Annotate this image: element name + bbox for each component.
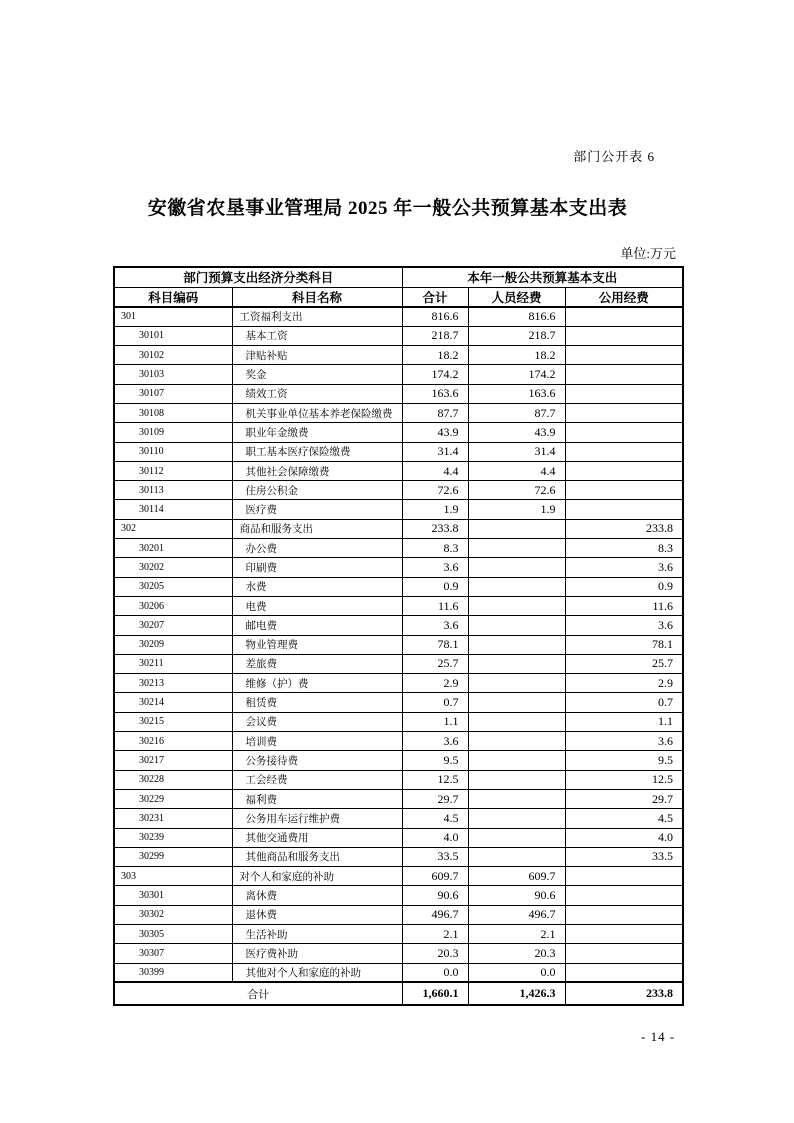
- group-header-budget: 本年一般公共预算基本支出: [402, 267, 683, 287]
- personnel-cell: [468, 519, 565, 538]
- personnel-cell: 31.4: [468, 442, 565, 461]
- total-cell: 31.4: [402, 442, 468, 461]
- table-row: [114, 963, 683, 982]
- public-cell: [565, 307, 683, 326]
- total-cell: 25.7: [402, 654, 468, 673]
- table-row: [114, 867, 683, 886]
- personnel-cell: 816.6: [468, 307, 565, 326]
- name-cell: 生活补助: [232, 925, 402, 944]
- personnel-cell: 4.4: [468, 461, 565, 480]
- total-cell: 0.9: [402, 577, 468, 596]
- table-row: [114, 403, 683, 422]
- name-cell: 工资福利支出: [232, 307, 402, 326]
- page-title: 安徽省农垦事业管理局 2025 年一般公共预算基本支出表: [147, 198, 628, 219]
- code-cell: 30228: [114, 770, 232, 789]
- name-cell: 福利费: [232, 789, 402, 808]
- public-cell: 4.0: [565, 828, 683, 847]
- total-cell: 1.9: [402, 500, 468, 519]
- name-cell: 商品和服务支出: [232, 519, 402, 538]
- total-cell: 4.4: [402, 461, 468, 480]
- col-header-name: 科目名称: [232, 287, 402, 307]
- name-cell: 其他社会保障缴费: [232, 461, 402, 480]
- public-cell: 8.3: [565, 539, 683, 558]
- name-cell: 职业年金缴费: [232, 423, 402, 442]
- name-cell: 医疗费补助: [232, 944, 402, 963]
- personnel-cell: [468, 789, 565, 808]
- table-row: [114, 519, 683, 538]
- total-cell: 0.7: [402, 693, 468, 712]
- public-cell: 1.1: [565, 712, 683, 731]
- public-cell: 3.6: [565, 732, 683, 751]
- name-cell: 差旅费: [232, 654, 402, 673]
- personnel-cell: [468, 539, 565, 558]
- table-row: [114, 693, 683, 712]
- name-cell: 物业管理费: [232, 635, 402, 654]
- total-cell: 2.1: [402, 925, 468, 944]
- personnel-cell: [468, 635, 565, 654]
- name-cell: 住房公积金: [232, 481, 402, 500]
- table-row: [114, 886, 683, 905]
- table-row: [114, 674, 683, 693]
- name-cell: 维修（护）费: [232, 674, 402, 693]
- public-cell: 12.5: [565, 770, 683, 789]
- table-row: [114, 905, 683, 924]
- public-cell: [565, 944, 683, 963]
- name-cell: 津贴补贴: [232, 346, 402, 365]
- total-label: 合计: [114, 982, 402, 1005]
- code-cell: 30102: [114, 346, 232, 365]
- name-cell: 电费: [232, 596, 402, 615]
- public-cell: [565, 963, 683, 982]
- table-row: [114, 326, 683, 345]
- personnel-cell: 609.7: [468, 867, 565, 886]
- code-cell: 30229: [114, 789, 232, 808]
- personnel-cell: [468, 732, 565, 751]
- table-row: [114, 654, 683, 673]
- public-cell: 3.6: [565, 558, 683, 577]
- total-cell: 163.6: [402, 384, 468, 403]
- table-row: [114, 847, 683, 866]
- code-cell: 30207: [114, 616, 232, 635]
- code-cell: 30399: [114, 963, 232, 982]
- name-cell: 其他交通费用: [232, 828, 402, 847]
- code-cell: 30101: [114, 326, 232, 345]
- code-cell: 30239: [114, 828, 232, 847]
- code-cell: 30302: [114, 905, 232, 924]
- personnel-cell: [468, 654, 565, 673]
- public-cell: 25.7: [565, 654, 683, 673]
- total-cell: 496.7: [402, 905, 468, 924]
- total-cell: 2.9: [402, 674, 468, 693]
- personnel-cell: [468, 674, 565, 693]
- table-row: [114, 481, 683, 500]
- code-cell: 30299: [114, 847, 232, 866]
- total-cell: 233.8: [402, 519, 468, 538]
- personnel-cell: [468, 770, 565, 789]
- code-cell: 302: [114, 519, 232, 538]
- code-cell: 30107: [114, 384, 232, 403]
- total-cell: 29.7: [402, 789, 468, 808]
- table-row: [114, 712, 683, 731]
- name-cell: 公务用车运行维护费: [232, 809, 402, 828]
- personnel-cell: 2.1: [468, 925, 565, 944]
- code-cell: 30201: [114, 539, 232, 558]
- group-header-classification: 部门预算支出经济分类科目: [114, 267, 402, 287]
- total-cell: 609.7: [402, 867, 468, 886]
- code-cell: 30231: [114, 809, 232, 828]
- name-cell: 其他对个人和家庭的补助: [232, 963, 402, 982]
- public-cell: 4.5: [565, 809, 683, 828]
- public-cell: [565, 886, 683, 905]
- name-cell: 培训费: [232, 732, 402, 751]
- total-cell: 9.5: [402, 751, 468, 770]
- public-cell: [565, 384, 683, 403]
- budget-table: [113, 266, 684, 1006]
- total-personnel-cell: 1,426.3: [468, 982, 565, 1005]
- total-cell: 1.1: [402, 712, 468, 731]
- public-cell: 9.5: [565, 751, 683, 770]
- personnel-cell: 43.9: [468, 423, 565, 442]
- personnel-cell: [468, 616, 565, 635]
- table-row: [114, 539, 683, 558]
- code-cell: 30213: [114, 674, 232, 693]
- code-cell: 30305: [114, 925, 232, 944]
- total-cell: 3.6: [402, 616, 468, 635]
- public-cell: [565, 442, 683, 461]
- total-cell: 33.5: [402, 847, 468, 866]
- public-cell: [565, 326, 683, 345]
- code-cell: 30301: [114, 886, 232, 905]
- code-cell: 30211: [114, 654, 232, 673]
- table-total-row: [114, 982, 683, 1005]
- personnel-cell: 72.6: [468, 481, 565, 500]
- table-row: [114, 423, 683, 442]
- public-cell: [565, 403, 683, 422]
- doc-disclosure-label: 部门公开表 6: [573, 149, 655, 164]
- public-cell: 3.6: [565, 616, 683, 635]
- table-row: [114, 809, 683, 828]
- code-cell: 30307: [114, 944, 232, 963]
- personnel-cell: [468, 847, 565, 866]
- public-cell: [565, 423, 683, 442]
- name-cell: 工会经费: [232, 770, 402, 789]
- name-cell: 医疗费: [232, 500, 402, 519]
- public-cell: [565, 461, 683, 480]
- total-cell: 78.1: [402, 635, 468, 654]
- table-row: [114, 925, 683, 944]
- public-cell: 0.9: [565, 577, 683, 596]
- name-cell: 公务接待费: [232, 751, 402, 770]
- name-cell: 水费: [232, 577, 402, 596]
- code-cell: 30206: [114, 596, 232, 615]
- code-cell: 30114: [114, 500, 232, 519]
- table-group-header-row: [114, 267, 683, 287]
- code-cell: 30217: [114, 751, 232, 770]
- public-cell: 29.7: [565, 789, 683, 808]
- table-row: [114, 732, 683, 751]
- table-column-header-row: [114, 287, 683, 307]
- name-cell: 离休费: [232, 886, 402, 905]
- public-cell: [565, 867, 683, 886]
- name-cell: 邮电费: [232, 616, 402, 635]
- total-cell: 3.6: [402, 732, 468, 751]
- code-cell: 30202: [114, 558, 232, 577]
- code-cell: 30215: [114, 712, 232, 731]
- public-cell: 11.6: [565, 596, 683, 615]
- table-row: [114, 500, 683, 519]
- table-row: [114, 577, 683, 596]
- total-cell: 816.6: [402, 307, 468, 326]
- personnel-cell: 496.7: [468, 905, 565, 924]
- table-row: [114, 751, 683, 770]
- total-cell: 174.2: [402, 365, 468, 384]
- page-number: - 14 -: [641, 1029, 676, 1044]
- col-header-personnel: 人员经费: [468, 287, 565, 307]
- personnel-cell: 218.7: [468, 326, 565, 345]
- personnel-cell: [468, 596, 565, 615]
- table-row: [114, 442, 683, 461]
- personnel-cell: 163.6: [468, 384, 565, 403]
- public-cell: [565, 481, 683, 500]
- name-cell: 退休费: [232, 905, 402, 924]
- personnel-cell: 18.2: [468, 346, 565, 365]
- total-cell: 4.5: [402, 809, 468, 828]
- code-cell: 301: [114, 307, 232, 326]
- col-header-code: 科目编码: [114, 287, 232, 307]
- code-cell: 30103: [114, 365, 232, 384]
- personnel-cell: 87.7: [468, 403, 565, 422]
- personnel-cell: [468, 712, 565, 731]
- table-row: [114, 596, 683, 615]
- code-cell: 30209: [114, 635, 232, 654]
- name-cell: 奖金: [232, 365, 402, 384]
- table-row: [114, 635, 683, 654]
- name-cell: 会议费: [232, 712, 402, 731]
- name-cell: 绩效工资: [232, 384, 402, 403]
- code-cell: 30108: [114, 403, 232, 422]
- public-cell: [565, 500, 683, 519]
- personnel-cell: 0.0: [468, 963, 565, 982]
- personnel-cell: 174.2: [468, 365, 565, 384]
- col-header-total: 合计: [402, 287, 468, 307]
- name-cell: 机关事业单位基本养老保险缴费: [232, 403, 402, 422]
- code-cell: 30205: [114, 577, 232, 596]
- total-cell: 20.3: [402, 944, 468, 963]
- code-cell: 303: [114, 867, 232, 886]
- table-row: [114, 365, 683, 384]
- public-cell: 2.9: [565, 674, 683, 693]
- personnel-cell: [468, 809, 565, 828]
- code-cell: 30110: [114, 442, 232, 461]
- code-cell: 30214: [114, 693, 232, 712]
- table-row: [114, 384, 683, 403]
- table-body: [114, 307, 683, 982]
- total-cell: 3.6: [402, 558, 468, 577]
- name-cell: 其他商品和服务支出: [232, 847, 402, 866]
- total-cell: 87.7: [402, 403, 468, 422]
- total-cell: 4.0: [402, 828, 468, 847]
- total-cell: 0.0: [402, 963, 468, 982]
- personnel-cell: [468, 577, 565, 596]
- total-cell: 12.5: [402, 770, 468, 789]
- name-cell: 印刷费: [232, 558, 402, 577]
- total-public-cell: 233.8: [565, 982, 683, 1005]
- total-cell: 72.6: [402, 481, 468, 500]
- table-row: [114, 770, 683, 789]
- total-cell: 218.7: [402, 326, 468, 345]
- table-row: [114, 346, 683, 365]
- unit-label: 单位:万元: [620, 246, 676, 261]
- code-cell: 30109: [114, 423, 232, 442]
- table-row: [114, 944, 683, 963]
- public-cell: 33.5: [565, 847, 683, 866]
- personnel-cell: [468, 751, 565, 770]
- personnel-cell: 90.6: [468, 886, 565, 905]
- name-cell: 对个人和家庭的补助: [232, 867, 402, 886]
- total-cell: 8.3: [402, 539, 468, 558]
- table-row: [114, 558, 683, 577]
- name-cell: 职工基本医疗保险缴费: [232, 442, 402, 461]
- code-cell: 30112: [114, 461, 232, 480]
- table-row: [114, 616, 683, 635]
- personnel-cell: [468, 693, 565, 712]
- total-cell: 90.6: [402, 886, 468, 905]
- code-cell: 30216: [114, 732, 232, 751]
- total-sum-cell: 1,660.1: [402, 982, 468, 1005]
- public-cell: [565, 365, 683, 384]
- name-cell: 办公费: [232, 539, 402, 558]
- table-row: [114, 307, 683, 326]
- total-cell: 11.6: [402, 596, 468, 615]
- name-cell: 租赁费: [232, 693, 402, 712]
- public-cell: [565, 925, 683, 944]
- personnel-cell: [468, 828, 565, 847]
- name-cell: 基本工资: [232, 326, 402, 345]
- table-row: [114, 789, 683, 808]
- table-row: [114, 828, 683, 847]
- public-cell: 233.8: [565, 519, 683, 538]
- total-cell: 18.2: [402, 346, 468, 365]
- public-cell: 0.7: [565, 693, 683, 712]
- personnel-cell: 20.3: [468, 944, 565, 963]
- public-cell: [565, 346, 683, 365]
- table-row: [114, 461, 683, 480]
- total-cell: 43.9: [402, 423, 468, 442]
- personnel-cell: [468, 558, 565, 577]
- public-cell: [565, 905, 683, 924]
- personnel-cell: 1.9: [468, 500, 565, 519]
- public-cell: 78.1: [565, 635, 683, 654]
- col-header-public: 公用经费: [565, 287, 683, 307]
- code-cell: 30113: [114, 481, 232, 500]
